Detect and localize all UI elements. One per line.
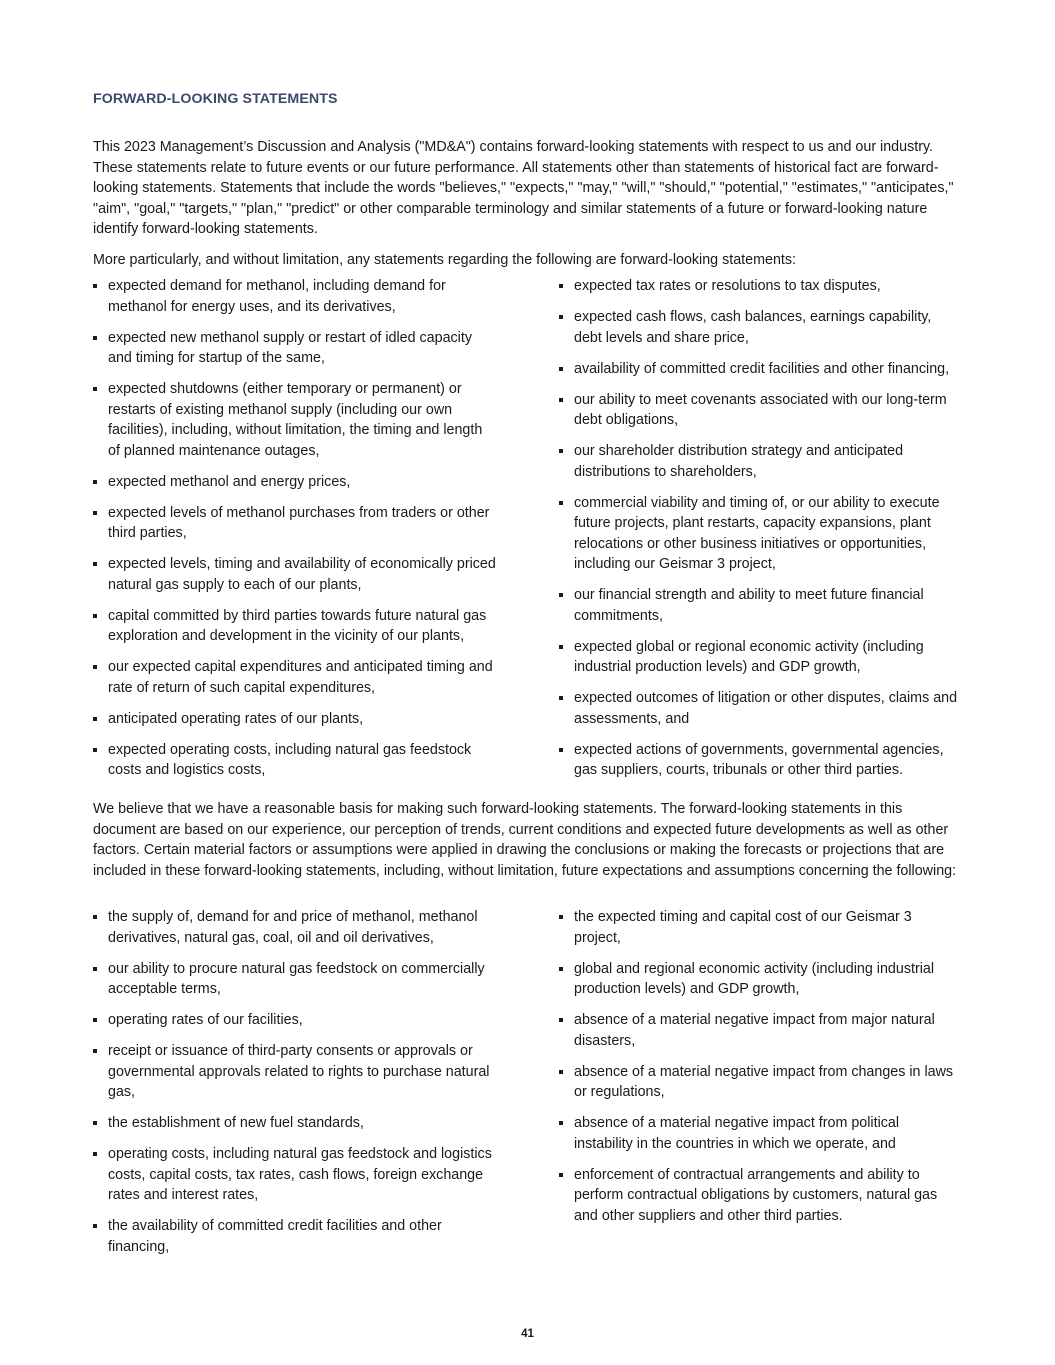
list-item: operating costs, including natural gas feedstock and logistics costs, capital costs, tax rates, cash flows, foreign exchange rates and interest rates, <box>93 1144 498 1206</box>
assumptions-list-left <box>93 907 498 1268</box>
list-item: expected actions of governments, governmental agencies, gas suppliers, courts, tribunals or other third parties. <box>559 740 959 781</box>
list-item: our ability to meet covenants associated with our long-term debt obligations, <box>559 390 959 431</box>
list-item: expected tax rates or resolutions to tax disputes, <box>559 276 959 297</box>
list-item: absence of a material negative impact from changes in laws or regulations, <box>559 1062 959 1103</box>
list-item: receipt or issuance of third-party consents or approvals or governmental approvals related to rights to purchase natural gas, <box>93 1041 498 1103</box>
list-item: the expected timing and capital cost of our Geismar 3 project, <box>559 907 959 948</box>
list-item: the supply of, demand for and price of methanol, methanol derivatives, natural gas, coal, oil and oil derivatives, <box>93 907 498 948</box>
list-item: expected demand for methanol, including demand for methanol for energy uses, and its derivatives, <box>93 276 498 317</box>
list-item: global and regional economic activity (including industrial production levels) and GDP growth, <box>559 959 959 1000</box>
list-item: enforcement of contractual arrangements and ability to perform contractual obligations by customers, natural gas and other suppliers and other third parties. <box>559 1165 959 1227</box>
list-item: anticipated operating rates of our plants, <box>93 709 498 730</box>
list-item: our financial strength and ability to meet future financial commitments, <box>559 585 959 626</box>
list-item: expected new methanol supply or restart of idled capacity and timing for startup of the same, <box>93 328 498 369</box>
list-item: our expected capital expenditures and anticipated timing and rate of return of such capital expenditures, <box>93 657 498 698</box>
list-item: absence of a material negative impact from major natural disasters, <box>559 1010 959 1051</box>
section-heading: FORWARD-LOOKING STATEMENTS <box>93 91 338 107</box>
lead-in-paragraph: More particularly, and without limitation, any statements regarding the following are forward-looking statements: <box>93 252 797 268</box>
basis-paragraph: We believe that we have a reasonable basis for making such forward-looking statements. The forward-looking statements in this document are based on our experience, our perception of trends, current conditions and expected future developments as well as other factors. Certain material factors or assumptions were applied in drawing the conclusions or making the forecasts or projections that are included in these forward-looking statements, including, without limitation, future expectations and assumptions concerning the following: <box>93 801 957 879</box>
list-item: commercial viability and timing of, or our ability to execute future projects, plant restarts, capacity expansions, plant relocations or other business initiatives or opportunities, including our Geismar 3 project, <box>559 493 959 575</box>
list-item: our ability to procure natural gas feedstock on commercially acceptable terms, <box>93 959 498 1000</box>
list-item: the availability of committed credit facilities and other financing, <box>93 1216 498 1257</box>
list-item: operating rates of our facilities, <box>93 1010 498 1031</box>
list-item: expected operating costs, including natural gas feedstock costs and logistics costs, <box>93 740 498 781</box>
list-item: availability of committed credit facilities and other financing, <box>559 359 959 380</box>
list-item: expected methanol and energy prices, <box>93 472 498 493</box>
list-item: expected levels of methanol purchases from traders or other third parties, <box>93 503 498 544</box>
statements-list-left <box>93 276 498 791</box>
list-item: expected shutdowns (either temporary or permanent) or restarts of existing methanol supply (including our own facilities), including, without limitation, the timing and length of planned maintenance outages, <box>93 379 498 461</box>
list-item: expected outcomes of litigation or other disputes, claims and assessments, and <box>559 688 959 729</box>
statements-list-right <box>559 276 959 791</box>
list-item: capital committed by third parties towards future natural gas exploration and development in the vicinity of our plants, <box>93 606 498 647</box>
list-item: expected cash flows, cash balances, earnings capability, debt levels and share price, <box>559 307 959 348</box>
intro-paragraph: This 2023 Management’s Discussion and Analysis ("MD&A") contains forward-looking statements with respect to us and our industry. These statements relate to future events or our future performance. All statements other than statements of historical fact are forward-looking statements. Statements that include the words "believes," "expects," "may," "will," "should," "potential," "estimates," "anticipates," "aim", "goal," "targets," "plan," "predict" or other comparable terminology and similar statements of a future or forward-looking nature identify forward-looking statements. <box>93 139 954 237</box>
list-item: expected levels, timing and availability of economically priced natural gas supply to each of our plants, <box>93 554 498 595</box>
assumptions-list-right <box>559 907 959 1237</box>
list-item: expected global or regional economic activity (including industrial production levels) and GDP growth, <box>559 637 959 678</box>
page-number: 41 <box>521 1328 534 1340</box>
list-item: absence of a material negative impact from political instability in the countries in which we operate, and <box>559 1113 959 1154</box>
list-item: our shareholder distribution strategy and anticipated distributions to shareholders, <box>559 441 959 482</box>
list-item: the establishment of new fuel standards, <box>93 1113 498 1134</box>
